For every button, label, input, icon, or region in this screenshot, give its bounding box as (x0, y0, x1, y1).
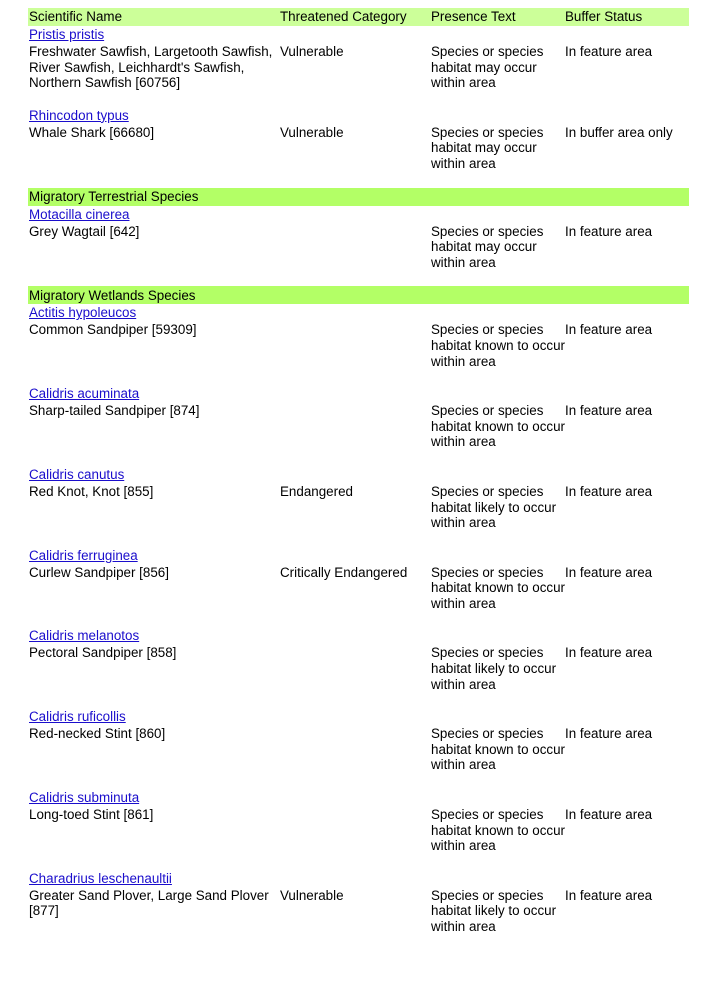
presence-text: Species or species habitat may occur within area (431, 44, 544, 91)
buffer-status: In feature area (565, 726, 653, 742)
scientific-name-link[interactable]: Calidris canutus (29, 466, 125, 482)
header-presence-text: Presence Text (431, 9, 516, 25)
species-entry (28, 304, 689, 369)
species-entry (28, 627, 689, 692)
species-entry (28, 466, 689, 531)
scientific-name-link[interactable]: Motacilla cinerea (29, 206, 130, 222)
section-heading (28, 188, 689, 206)
buffer-status: In feature area (565, 403, 653, 419)
buffer-status: In feature area (565, 483, 653, 499)
common-name: Curlew Sandpiper [856] (29, 564, 169, 580)
species-group (28, 188, 689, 271)
common-name: Red-necked Stint [860] (29, 726, 166, 742)
presence-text: Species or species habitat likely to occur within area (431, 887, 557, 934)
buffer-status: In feature area (565, 807, 653, 823)
scientific-name-link[interactable]: Calidris ferruginea (29, 547, 138, 563)
section-title: Migratory Terrestrial Species (29, 188, 199, 204)
presence-text: Species or species habitat known to occur within area (431, 564, 565, 611)
species-group (28, 26, 689, 172)
threatened-category: Vulnerable (280, 887, 344, 903)
scientific-name-link[interactable]: Calidris ruficollis (29, 709, 126, 725)
scientific-name-link[interactable]: Pristis pristis (29, 27, 105, 42)
common-name: Red Knot, Knot [855] (29, 483, 154, 499)
common-name: Freshwater Sawfish, Largetooth Sawfish, River Sawfish, Leichhardt's Sawfish, Northern Sawfish [60756] (29, 44, 273, 91)
table-row (28, 484, 689, 531)
species-entry (28, 385, 689, 450)
scientific-name-link[interactable]: Calidris subminuta (29, 790, 140, 806)
species-group (28, 286, 689, 934)
scientific-name-link[interactable]: Calidris melanotos (29, 628, 140, 644)
buffer-status: In feature area (565, 44, 653, 59)
species-entry (28, 708, 689, 773)
threatened-category: Vulnerable (280, 124, 344, 140)
table-row (28, 807, 689, 854)
buffer-status: In feature area (565, 564, 653, 580)
common-name: Pectoral Sandpiper [858] (29, 645, 177, 661)
species-entry (28, 107, 689, 172)
presence-text: Species or species habitat known to occur within area (431, 807, 565, 854)
species-entry (28, 26, 689, 91)
threatened-category: Endangered (280, 483, 353, 499)
table-row (28, 565, 689, 612)
header-buffer-status: Buffer Status (565, 9, 643, 25)
common-name: Long-toed Stint [861] (29, 807, 154, 823)
species-entry (28, 870, 689, 935)
species-entry (28, 547, 689, 612)
section-heading (28, 286, 689, 304)
presence-text: Species or species habitat may occur within area (431, 124, 544, 171)
table-row (28, 224, 689, 271)
table-row (28, 125, 689, 172)
table-row (28, 322, 689, 369)
buffer-status: In feature area (565, 645, 653, 661)
species-entry (28, 789, 689, 854)
presence-text: Species or species habitat known to occur within area (431, 726, 565, 773)
section-title: Migratory Wetlands Species (29, 287, 196, 303)
header-threatened-category: Threatened Category (280, 9, 407, 25)
common-name: Common Sandpiper [59309] (29, 322, 197, 338)
threatened-category: Vulnerable (280, 44, 344, 59)
buffer-status: In feature area (565, 887, 653, 903)
presence-text: Species or species habitat known to occur within area (431, 403, 565, 450)
buffer-status: In feature area (565, 322, 653, 338)
scientific-name-link[interactable]: Actitis hypoleucos (29, 305, 137, 321)
threatened-category: Critically Endangered (280, 564, 408, 580)
table-row (28, 888, 689, 935)
table-row (28, 645, 689, 692)
buffer-status: In buffer area only (565, 124, 673, 140)
table-row (28, 403, 689, 450)
presence-text: Species or species habitat known to occur within area (431, 322, 565, 369)
scientific-name-link[interactable]: Charadrius leschenaultii (29, 870, 172, 886)
presence-text: Species or species habitat likely to occur within area (431, 483, 557, 531)
table-row (28, 726, 689, 773)
scientific-name-link[interactable]: Calidris acuminata (29, 386, 140, 402)
table-header (28, 8, 689, 26)
header-scientific-name: Scientific Name (29, 9, 123, 25)
common-name: Greater Sand Plover, Large Sand Plover [877] (29, 887, 269, 919)
species-entry (28, 206, 689, 271)
common-name: Sharp-tailed Sandpiper [874] (29, 403, 200, 419)
scientific-name-link[interactable]: Rhincodon typus (29, 107, 129, 123)
presence-text: Species or species habitat may occur within area (431, 223, 544, 270)
species-table (28, 8, 689, 935)
buffer-status: In feature area (565, 223, 653, 239)
common-name: Grey Wagtail [642] (29, 223, 140, 239)
species-groups (28, 26, 689, 935)
table-row (28, 44, 689, 91)
common-name: Whale Shark [66680] (29, 124, 155, 140)
presence-text: Species or species habitat likely to occur within area (431, 645, 557, 692)
